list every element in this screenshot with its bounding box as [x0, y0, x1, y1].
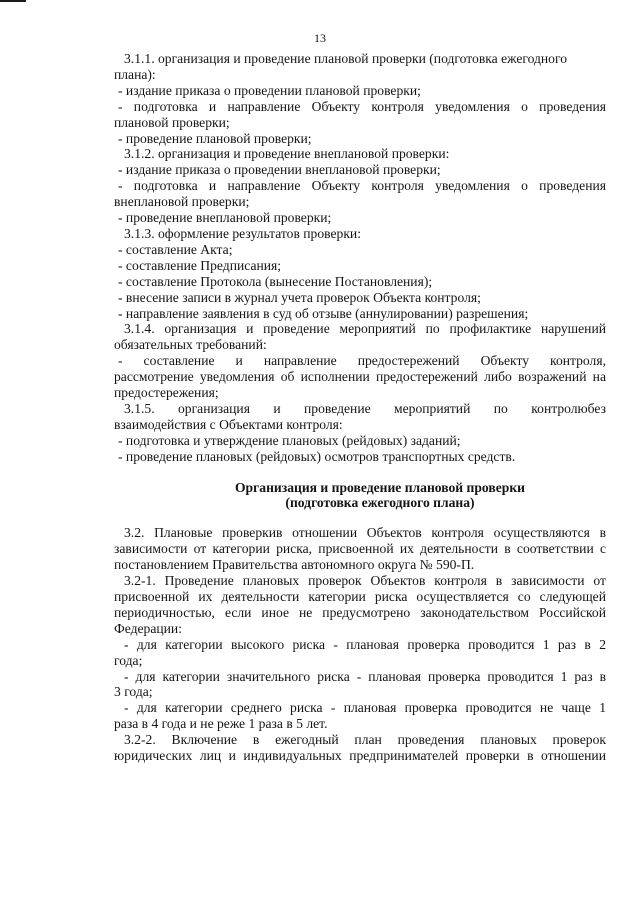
list-item: - составление Предписания; [118, 257, 282, 273]
paragraph-line: юридических лиц и индивидуальных предпринимателей проверки в отношении [114, 748, 606, 764]
clause-3-2-line: 3.2. Плановые проверкив отношении Объектов контроля осуществляются в [124, 525, 606, 541]
list-item: - подготовка и направление Объекту контроля уведомления о проведения [118, 98, 606, 114]
clause-3-2-1-line: 3.2-1. Проведение плановых проверок Объектов контроля в зависимости от [124, 573, 606, 589]
paragraph-line: Федерации: [114, 620, 182, 636]
scan-corner-mark [0, 0, 26, 2]
list-item: - направление заявления в суд об отзыве (аннулировании) разрешения; [118, 305, 529, 321]
clause-3-1-5-line: 3.1.5. организация и проведение мероприятий по контролюбез [124, 400, 606, 416]
list-item: - для категории среднего риска - плановая проверка проводится не чаще 1 [124, 700, 606, 716]
paragraph-line: постановлением Правительства автономного округа № 590-П. [114, 557, 475, 573]
paragraph-line: предостережения; [114, 385, 219, 401]
paragraph-line: рассмотрение уведомления об исполнении предостережений либо возражений на [114, 369, 606, 385]
list-item: - для категории значительного риска - плановая проверка проводится 1 раз в [124, 668, 606, 684]
paragraph-line: 3 года; [114, 684, 153, 700]
list-item: - составление и направление предостережений Объекту контроля, [118, 353, 606, 369]
clause-3-1-1-line: 3.1.1. организация и проведение плановой проверки (подготовка ежегодного [124, 51, 568, 66]
list-item: - внесение записи в журнал учета проверок Объекта контроля; [118, 289, 481, 305]
page-number: 13 [314, 31, 326, 45]
page-content [114, 51, 606, 764]
paragraph-line: раза в 4 года и не реже 1 раза в 5 лет. [114, 716, 328, 732]
list-item: - составление Акта; [118, 241, 233, 257]
paragraph-line: периодичностью, если иное не предусмотрено законодательством Российской [114, 604, 606, 620]
paragraph-line: зависимости от категории риска, присвоенной их деятельности в соответствии с [114, 541, 606, 557]
paragraph-line: внеплановой проверки; [114, 194, 250, 210]
list-item: - подготовка и направление Объекту контроля уведомления о проведения [118, 178, 606, 194]
paragraph-line: взаимодействия с Объектами контроля: [114, 416, 343, 432]
list-item: - для категории высокого риска - плановая проверка проводится 1 раз в 2 [124, 636, 606, 652]
paragraph-line: присвоенной их деятельности категории риска осуществляется со следующей [114, 589, 606, 604]
section-heading: Организация и проведение плановой проверки [234, 479, 525, 495]
paragraph-line: обязательных требований: [114, 337, 267, 353]
paragraph-line: плановой проверки; [114, 114, 230, 130]
list-item: - проведение плановой проверки; [118, 130, 312, 146]
section-heading-subtitle: (подготовка ежегодного плана) [285, 495, 475, 511]
list-item: - подготовка и утверждение плановых (рейдовых) заданий; [118, 432, 461, 448]
clause-3-1-4-line: 3.1.4. организация и проведение мероприятий по профилактике нарушений [124, 321, 606, 337]
clause-3-1-3-line: 3.1.3. оформление результатов проверки: [124, 225, 361, 241]
list-item: - издание приказа о проведении плановой проверки; [118, 82, 421, 98]
list-item: - издание приказа о проведении внеплановой проверки; [118, 162, 441, 178]
clause-3-1-2-line: 3.1.2. организация и проведение внеплановой проверки: [124, 146, 450, 162]
list-item: - составление Протокола (вынесение Постановления); [118, 273, 433, 289]
paragraph-line: года; [114, 652, 143, 668]
list-item: - проведение плановых (рейдовых) осмотров транспортных средств. [118, 448, 516, 464]
paragraph-line: плана): [114, 66, 156, 82]
clause-3-2-2-line: 3.2-2. Включение в ежегодный план проведения плановых проверок [124, 732, 606, 748]
list-item: - проведение внеплановой проверки; [118, 210, 332, 226]
